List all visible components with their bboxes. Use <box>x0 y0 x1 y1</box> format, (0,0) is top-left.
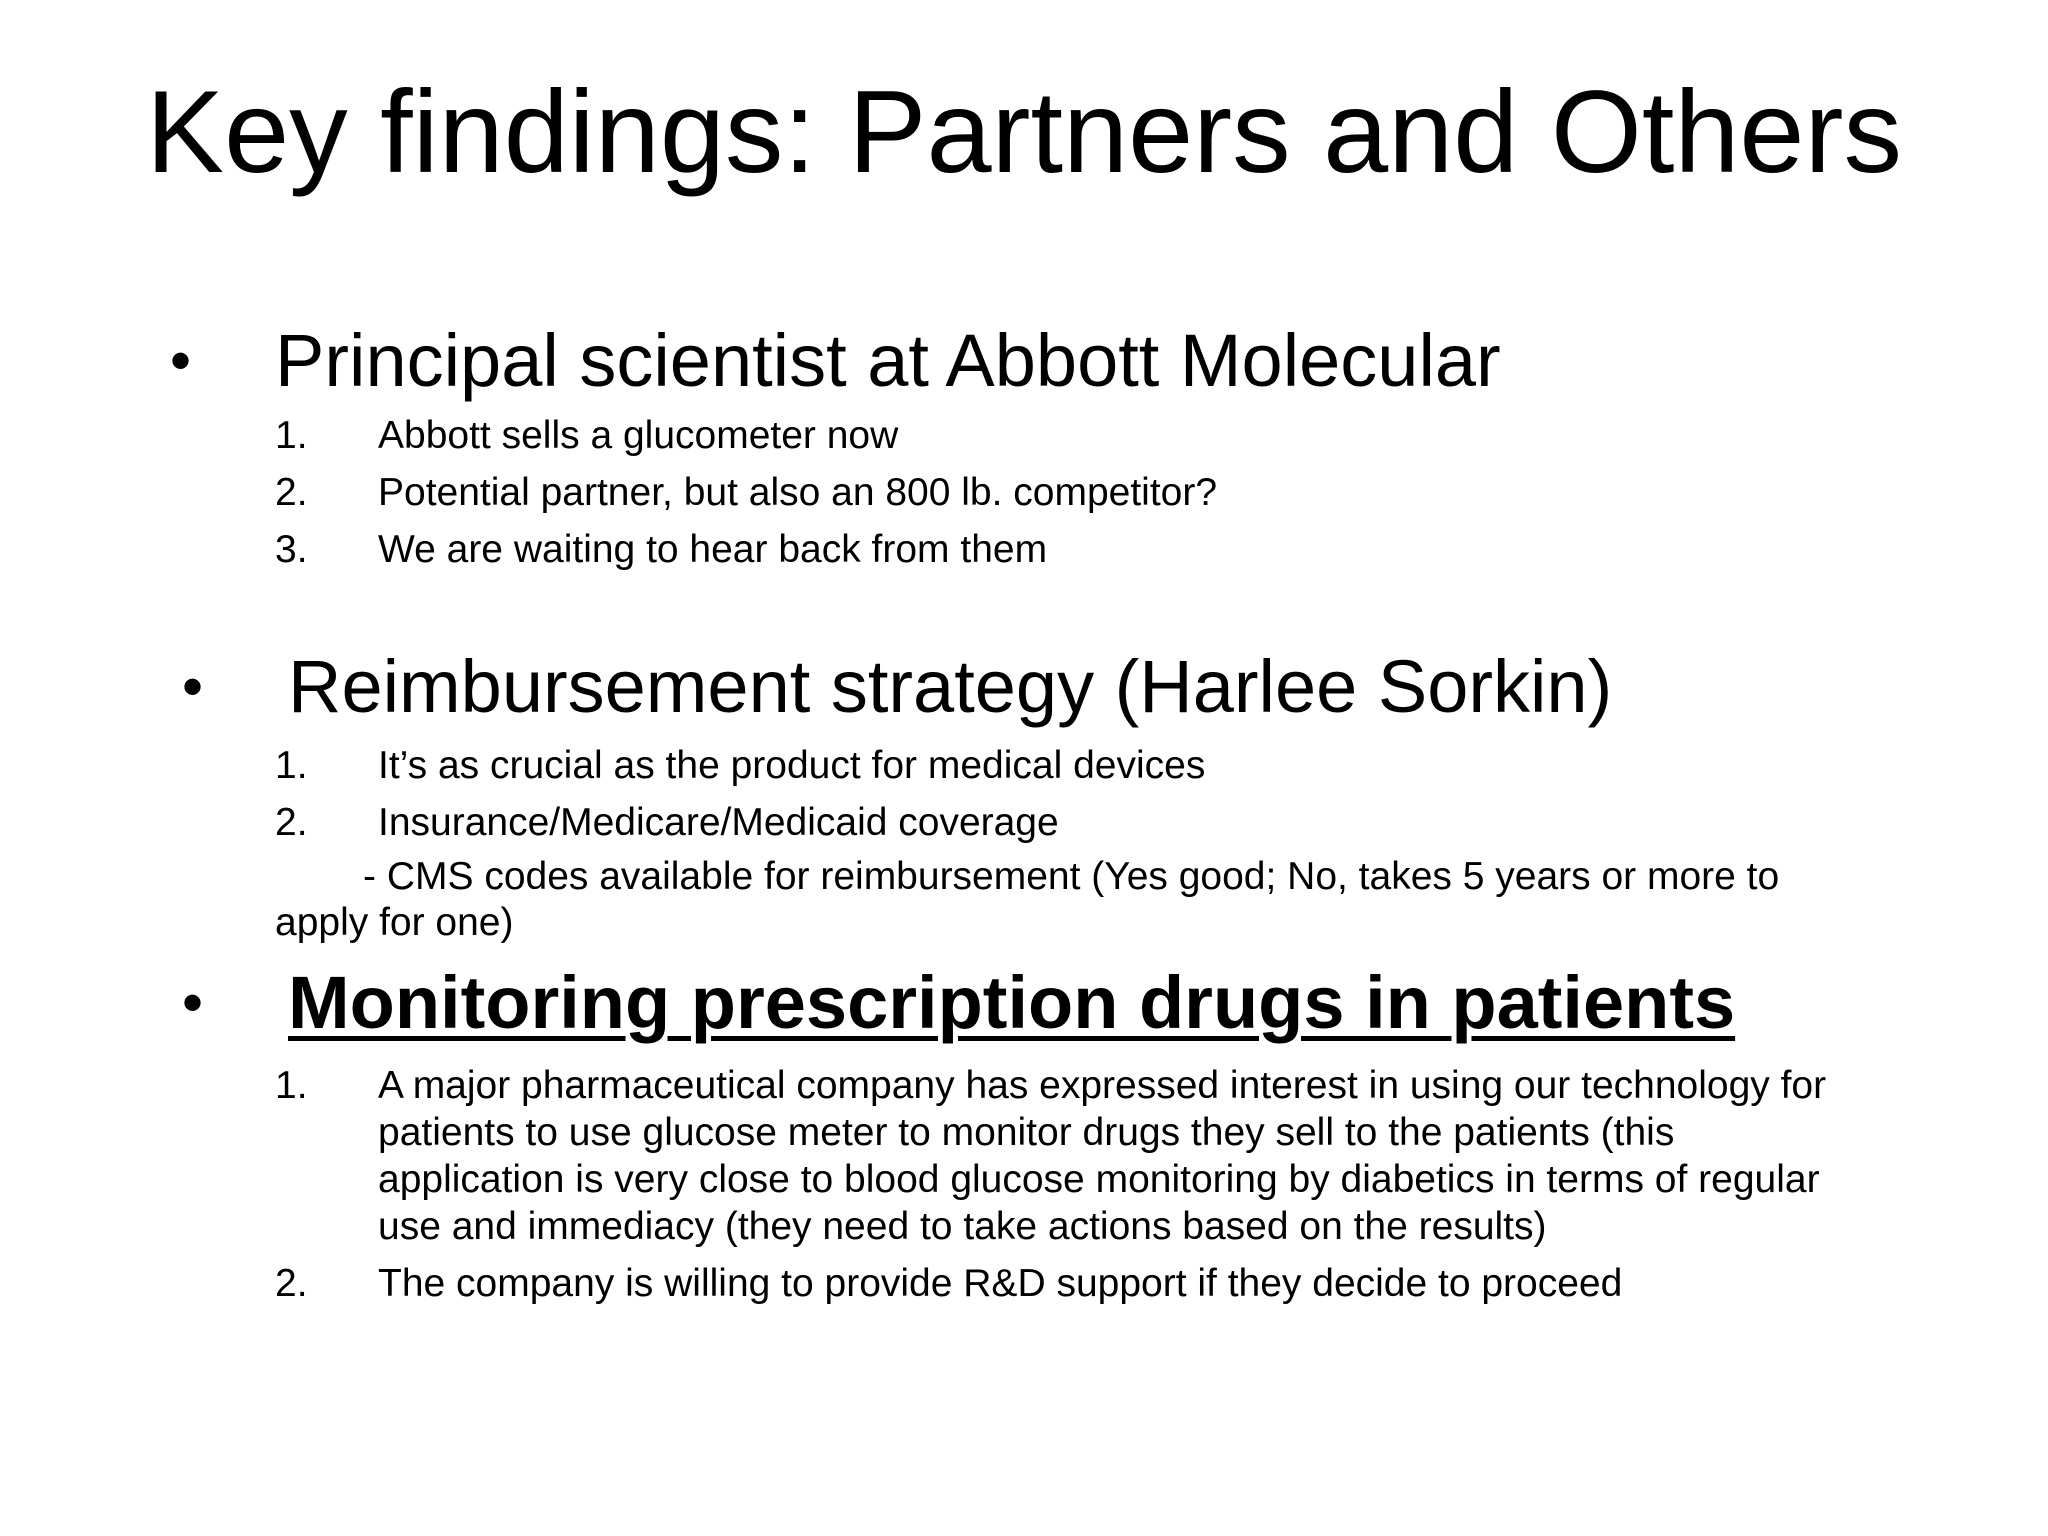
list-item-number: 1. <box>275 744 308 787</box>
section-heading: Reimbursement strategy (Harlee Sorkin) <box>288 645 1613 728</box>
section-heading-row <box>0 958 2048 1048</box>
list-item <box>0 742 2048 789</box>
list-item-text: The company is willing to provide R&D support if they decide to proceed <box>378 1262 1623 1305</box>
coverage-note: - CMS codes available for reimbursement (Yes good; No, takes 5 years or more to apply for one) <box>275 855 1780 944</box>
list-item <box>0 526 2048 573</box>
section-heading: Monitoring prescription drugs in patients <box>288 961 1736 1044</box>
bullet-icon: • <box>182 653 204 720</box>
section-heading: Principal scientist at Abbott Molecular <box>275 319 1501 402</box>
list-item-number: 1. <box>275 1064 308 1107</box>
list-item-text: Potential partner, but also an 800 lb. competitor? <box>378 471 1218 514</box>
section-reimbursement <box>0 642 2048 946</box>
numbered-list <box>0 412 2048 573</box>
numbered-list <box>0 1062 2048 1307</box>
section-abbott <box>0 316 2048 583</box>
list-item-number: 2. <box>275 801 308 844</box>
list-item <box>0 469 2048 516</box>
list-item <box>0 1062 2048 1250</box>
section-monitoring <box>0 958 2048 1317</box>
bullet-icon: • <box>170 327 192 394</box>
list-item-text: Insurance/Medicare/Medicaid coverage <box>378 801 1059 844</box>
section-heading-row <box>0 316 2048 406</box>
list-item-text: It’s as crucial as the product for medical devices <box>378 744 1206 787</box>
numbered-list <box>0 742 2048 946</box>
list-item-text: A major pharmaceutical company has expressed interest in using our technology for patients to use glucose meter to monitor drugs they sell to the patients (this application is very close to blood glucose monitoring by diabetics in terms of regular use and immediacy (they need to take actions based on the results) <box>378 1064 1827 1248</box>
list-item <box>0 799 2048 846</box>
list-item-number: 2. <box>275 471 308 514</box>
list-item-number: 2. <box>275 1262 308 1305</box>
section-heading-row <box>0 642 2048 732</box>
list-item <box>0 412 2048 459</box>
slide-title: Key findings: Partners and Others <box>146 66 1902 197</box>
list-item-text: Abbott sells a glucometer now <box>378 414 899 457</box>
list-item <box>0 1260 2048 1307</box>
bullet-icon: • <box>182 969 204 1036</box>
list-item-number: 3. <box>275 528 308 571</box>
list-item-text: We are waiting to hear back from them <box>378 528 1048 571</box>
list-item-number: 1. <box>275 414 308 457</box>
